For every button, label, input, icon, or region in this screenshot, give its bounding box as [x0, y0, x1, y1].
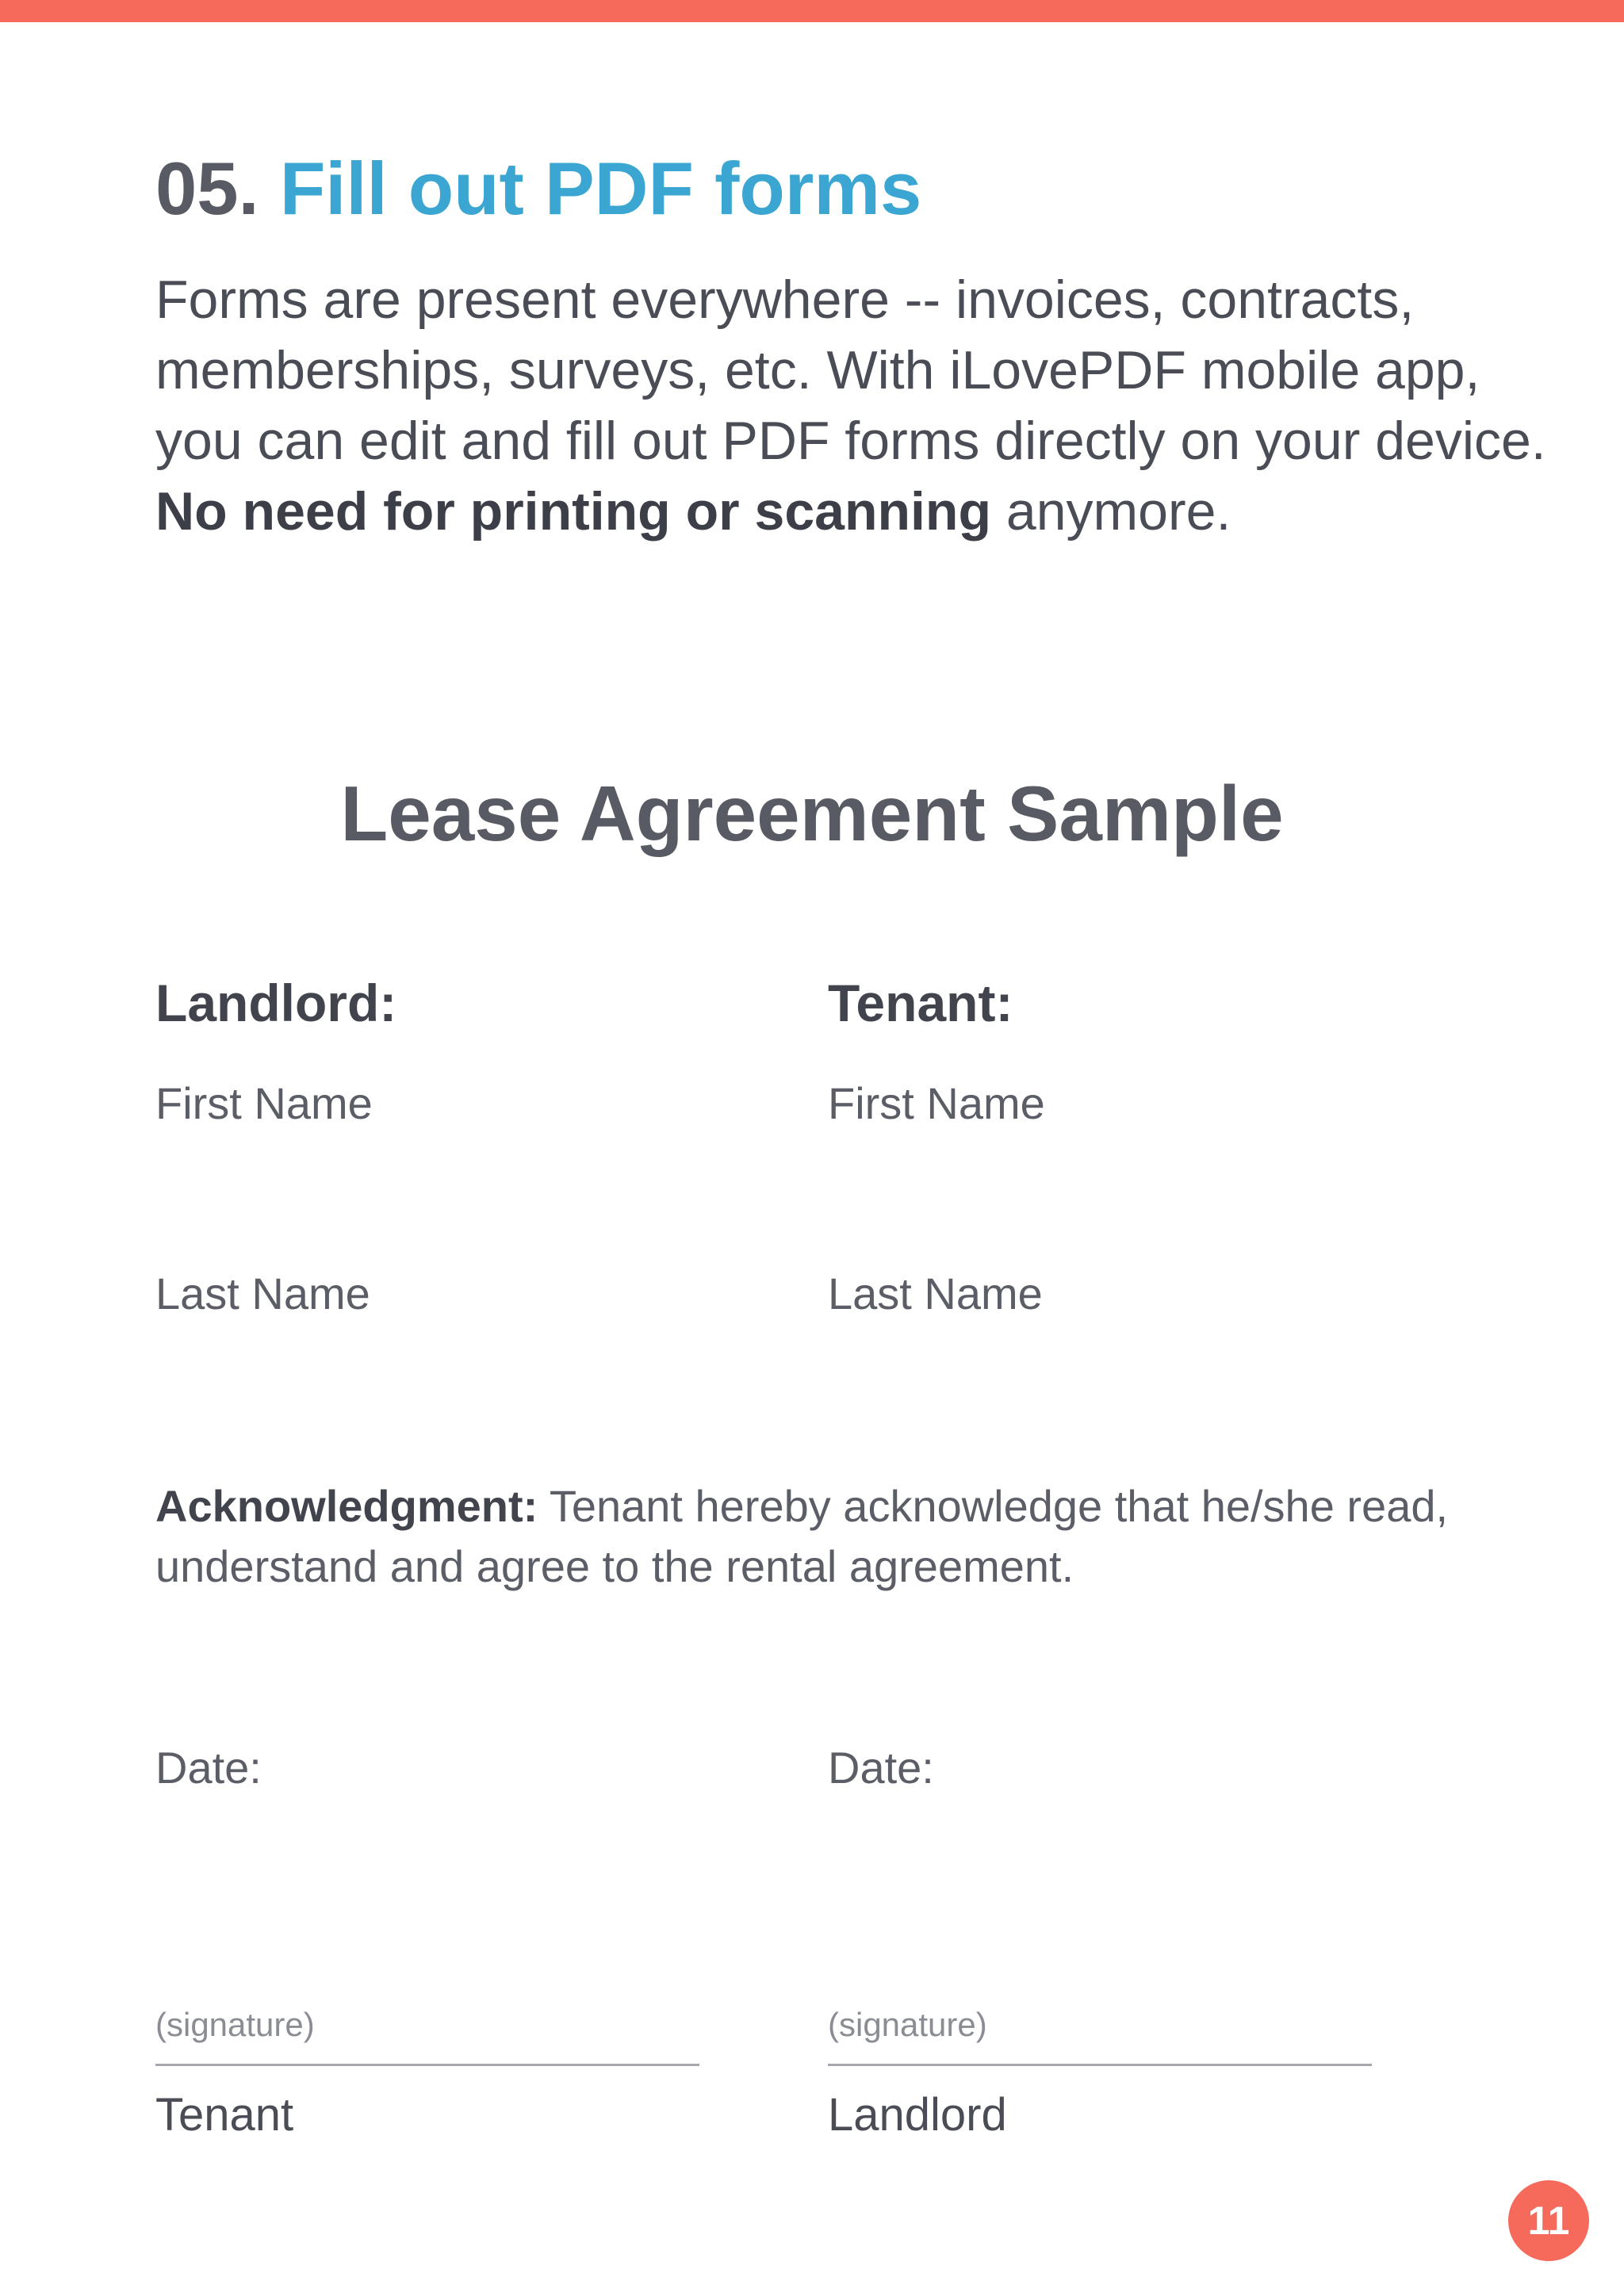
- tenant-first-name-field[interactable]: First Name: [828, 1078, 1045, 1128]
- tenant-date-field[interactable]: Date:: [155, 1743, 262, 1793]
- intro-end-text: anymore.: [991, 481, 1231, 541]
- acknowledgment-label: Acknowledgment:: [155, 1481, 538, 1531]
- top-accent-bar: [0, 0, 1624, 22]
- landlord-signature-hint: (signature): [828, 2006, 987, 2043]
- section-title: Fill out PDF forms: [279, 147, 922, 230]
- tenant-heading: Tenant:: [828, 974, 1013, 1032]
- tenant-signature-hint: (signature): [155, 2006, 315, 2043]
- tenant-signer-label: Tenant: [155, 2089, 294, 2141]
- landlord-date-field[interactable]: Date:: [828, 1743, 934, 1793]
- tenant-signature-line[interactable]: [155, 2064, 699, 2066]
- landlord-heading: Landlord:: [155, 974, 397, 1032]
- page-number-badge: 11: [1508, 2180, 1589, 2261]
- intro-paragraph: [155, 265, 1567, 547]
- landlord-last-name-field[interactable]: Last Name: [155, 1269, 370, 1318]
- intro-bold-text: No need for printing or scanning: [155, 481, 991, 541]
- acknowledgment-text: Tenant hereby acknowledge that he/she read, understand and agree to the rental agreement.: [155, 1481, 1449, 1591]
- section-heading: [155, 140, 921, 238]
- section-number: 05.: [155, 147, 259, 230]
- landlord-signature-line[interactable]: [828, 2064, 1372, 2066]
- landlord-first-name-field[interactable]: First Name: [155, 1078, 373, 1128]
- acknowledgment-paragraph: [155, 1476, 1503, 1597]
- tenant-last-name-field[interactable]: Last Name: [828, 1269, 1043, 1318]
- document-title: Lease Agreement Sample: [340, 770, 1284, 857]
- landlord-signer-label: Landlord: [828, 2089, 1007, 2141]
- intro-text: Forms are present everywhere -- invoices, contracts, memberships, surveys, etc. With iLovePDF mobile app, you can edit and fill out PDF forms directly on your device.: [155, 270, 1546, 471]
